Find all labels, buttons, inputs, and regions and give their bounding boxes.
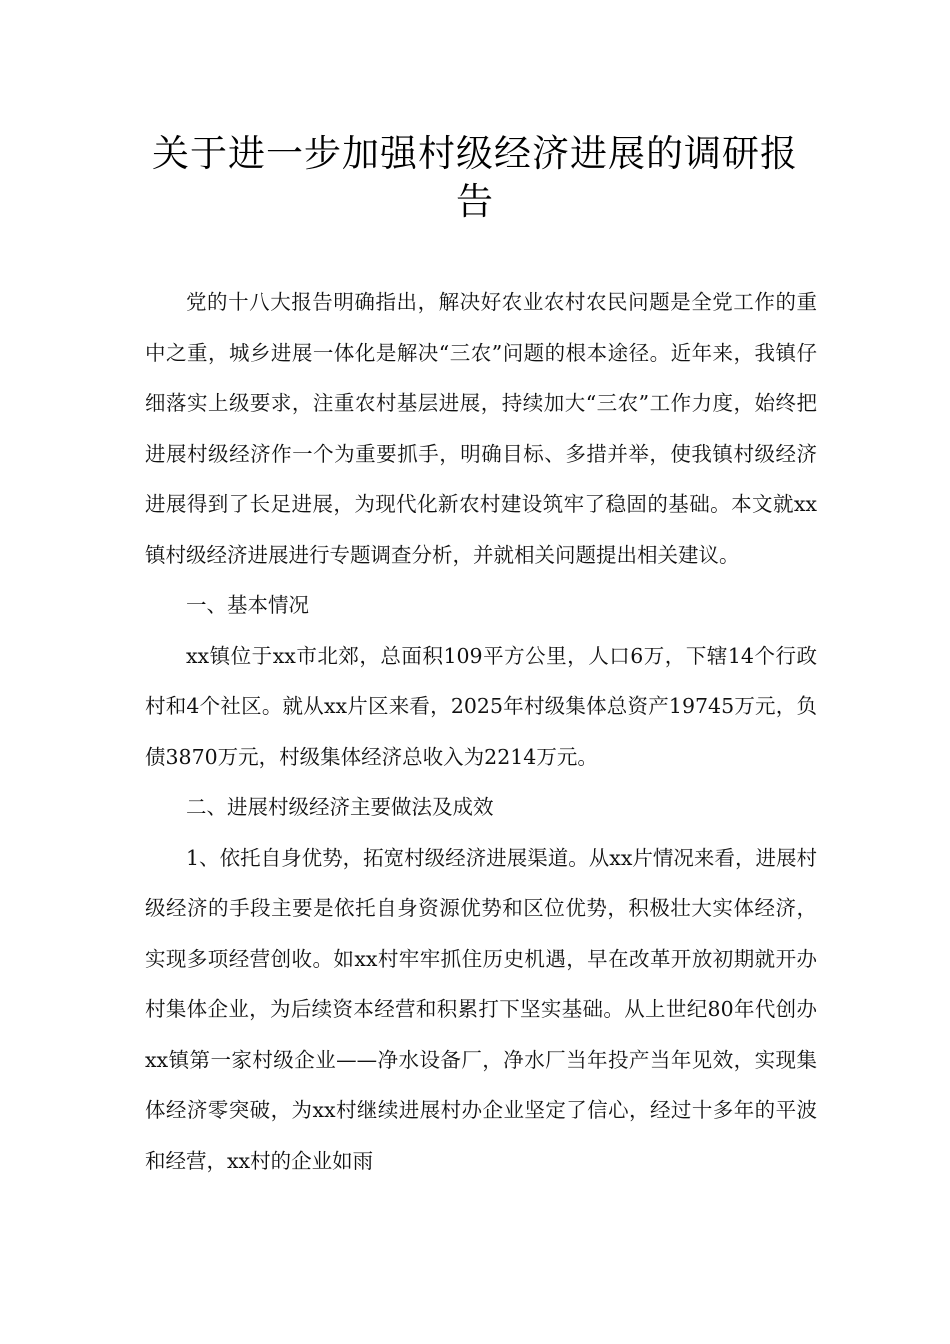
document-title: 关于进一步加强村级经济进展的调研报告 xyxy=(152,132,798,223)
intro-paragraph: 党的十八大报告明确指出，解决好农业农村农民问题是全党工作的重中之重，城乡进展一体化是解决“三农”问题的根本途径。近年来，我镇仔细落实上级要求，注重农村基层进展，持续加大“三农”工作力度，始终把进展村级经济作一个为重要抓手，明确目标、多措并举，使我镇村级经济进展得到了长足进展，为现代化新农村建设筑牢了稳固的基础。本文就xx镇村级经济进展进行专题调查分析，并就相关问题提出相关建议。 xyxy=(145,290,817,567)
section-heading-practices: 二、进展村级经济主要做法及成效 xyxy=(186,795,494,819)
document-body xyxy=(145,277,817,1186)
practices-paragraph-1: 1、依托自身优势，拓宽村级经济进展渠道。从xx片情况来看，进展村级经济的手段主要是依托自身资源优势和区位优势，积极壮大实体经济，实现多项经营创收。如xx村牢牢抓住历史机遇，早在改革开放初期就开办村集体企业，为后续资本经营和积累打下坚实基础。从上世纪80年代创办xx镇第一家村级企业——净水设备厂，净水厂当年投产当年见效，实现集体经济零突破，为xx村继续进展村办企业坚定了信心，经过十多年的平波和经营，xx村的企业如雨 xyxy=(145,845,817,1173)
section-heading-basic-situation: 一、基本情况 xyxy=(186,593,309,617)
basic-situation-paragraph: xx镇位于xx市北郊，总面积109平方公里，人口6万，下辖14个行政村和4个社区。就从xx片区来看，2025年村级集体总资产19745万元，负债3870万元，村级集体经济总收入为2214万元。 xyxy=(145,643,817,769)
